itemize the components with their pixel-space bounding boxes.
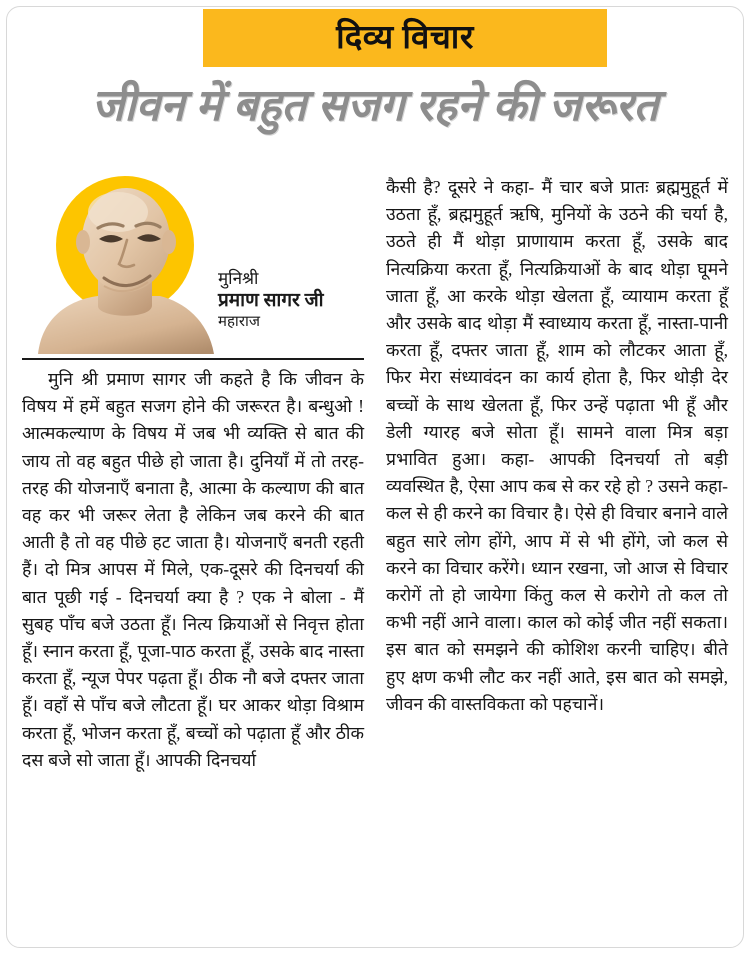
portrait-block [22,172,364,352]
caption-title: मुनिश्री [218,269,259,288]
monk-portrait-image [32,178,222,354]
right-column [386,172,728,934]
left-column [22,172,364,934]
caption-name: प्रमाण सागर जी [218,290,324,312]
page-title: जीवन में बहुत सजग रहने की जरूरत [91,81,659,130]
masthead-title: दिव्य विचार [336,19,474,56]
column-divider-rule [22,358,364,360]
article-body-left: मुनि श्री प्रमाण सागर जी कहते है कि जीवन के विषय में हमें बहुत सजग होने की जरूरत है। बन्धुओ ! आत्मकल्याण के विषय में जब भी व्यक्ति से बात की जाय तो वह बहुत पीछे हो जाता है। दुनियाँ में तो तरह-तरह की योजनाएँ बनाता है, आत्मा के कल्याण की बात वह कर भी जरूर लेता है लेकिन जब करने की बात आती है तो वह पीछे हट जाता है। योजनाएँ बनती रहती हैं। दो मित्र आपस में मिले, एक-दूसरे की दिनचर्या की बात पूछी गई - दिनचर्या क्या है ? एक ने बोला - मैं सुबह पाँच बजे उठता हूँ। नित्य क्रियाओं से निवृत्त होता हूँ। स्नान करता हूँ, पूजा-पाठ करता हूँ, उसके बाद नास्ता करता हूँ, न्यूज पेपर पढ़ता हूँ। ठीक नौ बजे दफ्तर जाता हूँ। वहाँ से पाँच बजे लौटता हूँ। घर आकर थोड़ा विश्राम करता हूँ, भोजन करता हूँ, बच्चों को पढ़ाता हूँ और ठीक दस बजे सो जाता हूँ। आपकी दिनचर्या [22,369,364,770]
caption-honorific: महाराज [218,314,260,330]
article-body-right: कैसी है? दूसरे ने कहा- मैं चार बजे प्रातः ब्रह्ममुहूर्त में उठता हूँ, ब्रह्ममुहूर्त ऋषि, मुनियों के उठने की चर्या है, उठते ही मैं थोड़ा प्राणायाम करता हूँ, उसके बाद नित्यक्रिया करता हूँ, नित्यक्रियाओं के बाद थोड़ा घूमने जाता हूँ, आ करके थोड़ा खेलता हूँ, व्यायाम करता हूँ और उसके बाद थोड़ा मैं स्वाध्याय करता हूँ, नास्ता-पानी करता हूँ, दफ्तर जाता हूँ, शाम को लौटकर आता हूँ, फिर मेरा संध्यावंदन का कार्य होता है, फिर थोड़ी देर बच्चों के साथ खेलता हूँ, फिर उन्हें पढ़ाता भी हूँ और डेली ग्यारह बजे सोता हूँ। सामने वाला मित्र बड़ा प्रभावित हुआ। कहा- आपकी दिनचर्या तो बड़ी व्यवस्थित है, ऐसा आप कब से कर रहे हो ? उसने कहा- कल से ही करने का विचार है। ऐसे ही विचार बनाने वाले बहुत सारे लोग होंगे, आप में से भी होंगे, जो कल से करने का विचार करेंगे। ध्यान रखना, जो आज से विचार करोगें तो हो जायेगा किंतु कल से करोगे तो कल तो कभी नहीं आने वाला। काल को कोई जीत नहीं सकता। इस बात को समझने की कोशिश करनी चाहिए। बीते हुए क्षण कभी लौट कर नहीं आते, इस बात को समझे, जीवन की वास्तविकता को पहचानें। [386,177,728,714]
article-columns [22,172,728,934]
masthead-banner [203,9,607,67]
portrait-caption [218,268,364,333]
